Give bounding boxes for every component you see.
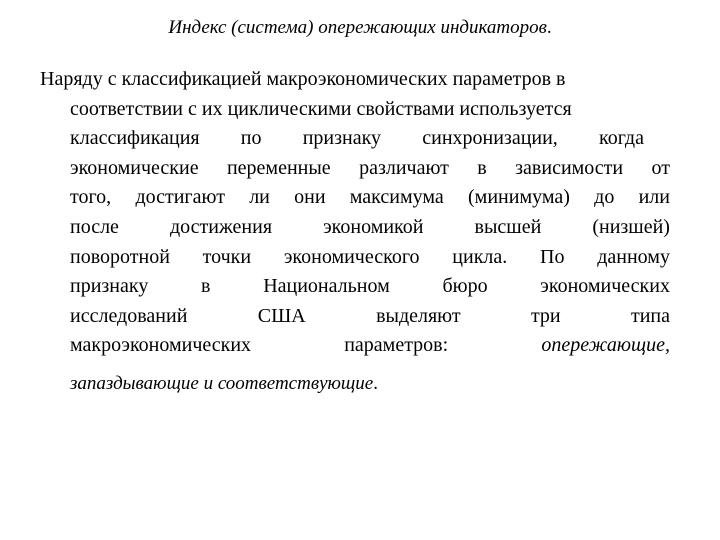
- word: (низшей): [592, 215, 670, 238]
- word: зависимости: [515, 156, 624, 179]
- word: когда: [599, 127, 644, 150]
- word: классификация: [70, 127, 200, 150]
- word: поворотной: [70, 245, 170, 268]
- word: По: [540, 245, 565, 268]
- paragraph-line-7: [40, 243, 670, 273]
- word: выделяют: [376, 304, 461, 327]
- word: до: [594, 186, 615, 209]
- paragraph-line-11: [40, 369, 670, 399]
- word: достигают: [135, 186, 225, 209]
- word: экономические: [70, 156, 199, 179]
- word: в: [477, 156, 487, 179]
- word: экономикой: [323, 215, 424, 238]
- slide-title-text: Индекс (система) опережающих индикаторов: [168, 17, 547, 38]
- word: в: [201, 275, 211, 298]
- word: переменные: [226, 156, 331, 179]
- word: максимума: [349, 186, 444, 209]
- word: достижения: [170, 215, 273, 238]
- italic-term-leading: опережающие,: [541, 334, 670, 357]
- word: параметров:: [344, 334, 449, 357]
- word: данному: [597, 245, 670, 268]
- word: точки: [202, 245, 252, 268]
- word: экономического: [283, 245, 420, 268]
- paragraph-line-1: Наряду с классификацией макроэкономических параметров в: [40, 68, 566, 90]
- slide-title-period: .: [546, 17, 552, 38]
- word: цикла.: [452, 245, 508, 268]
- word: типа: [630, 304, 670, 327]
- word: от: [651, 156, 670, 179]
- paragraph-line-10: [40, 331, 670, 361]
- paragraph-line-9: [40, 302, 670, 332]
- paragraph-line-3: [40, 124, 670, 154]
- word: ли: [249, 186, 270, 209]
- paragraph-line-8: [40, 272, 670, 302]
- word: или: [638, 186, 670, 209]
- word: исследований: [70, 304, 188, 327]
- word: синхронизации,: [422, 127, 558, 150]
- word: того,: [70, 186, 112, 209]
- word: они: [294, 186, 326, 209]
- final-period: .: [373, 372, 378, 394]
- paragraph-line-6: [40, 213, 670, 243]
- paragraph-line-2: соответствии с их циклическими свойствами используется: [70, 97, 572, 120]
- word: США: [257, 304, 306, 327]
- word: три: [530, 304, 561, 327]
- word: по: [240, 127, 262, 150]
- word: высшей: [474, 215, 542, 238]
- paragraph-line-4: [40, 154, 670, 184]
- paragraph-line-5: [40, 183, 670, 213]
- word: бюро: [442, 275, 488, 298]
- slide-title: [0, 14, 720, 42]
- italic-terms-lagging-coincident: запаздывающие и соответствующие: [70, 372, 374, 394]
- word: различают: [359, 156, 449, 179]
- word: экономических: [540, 275, 670, 298]
- word: признаку: [302, 127, 382, 150]
- word: (минимума): [468, 186, 570, 209]
- word: признаку: [70, 275, 149, 298]
- word: после: [70, 215, 119, 238]
- word: Национальном: [263, 275, 390, 298]
- word: макроэкономических: [70, 334, 252, 357]
- body-paragraph: [40, 65, 670, 399]
